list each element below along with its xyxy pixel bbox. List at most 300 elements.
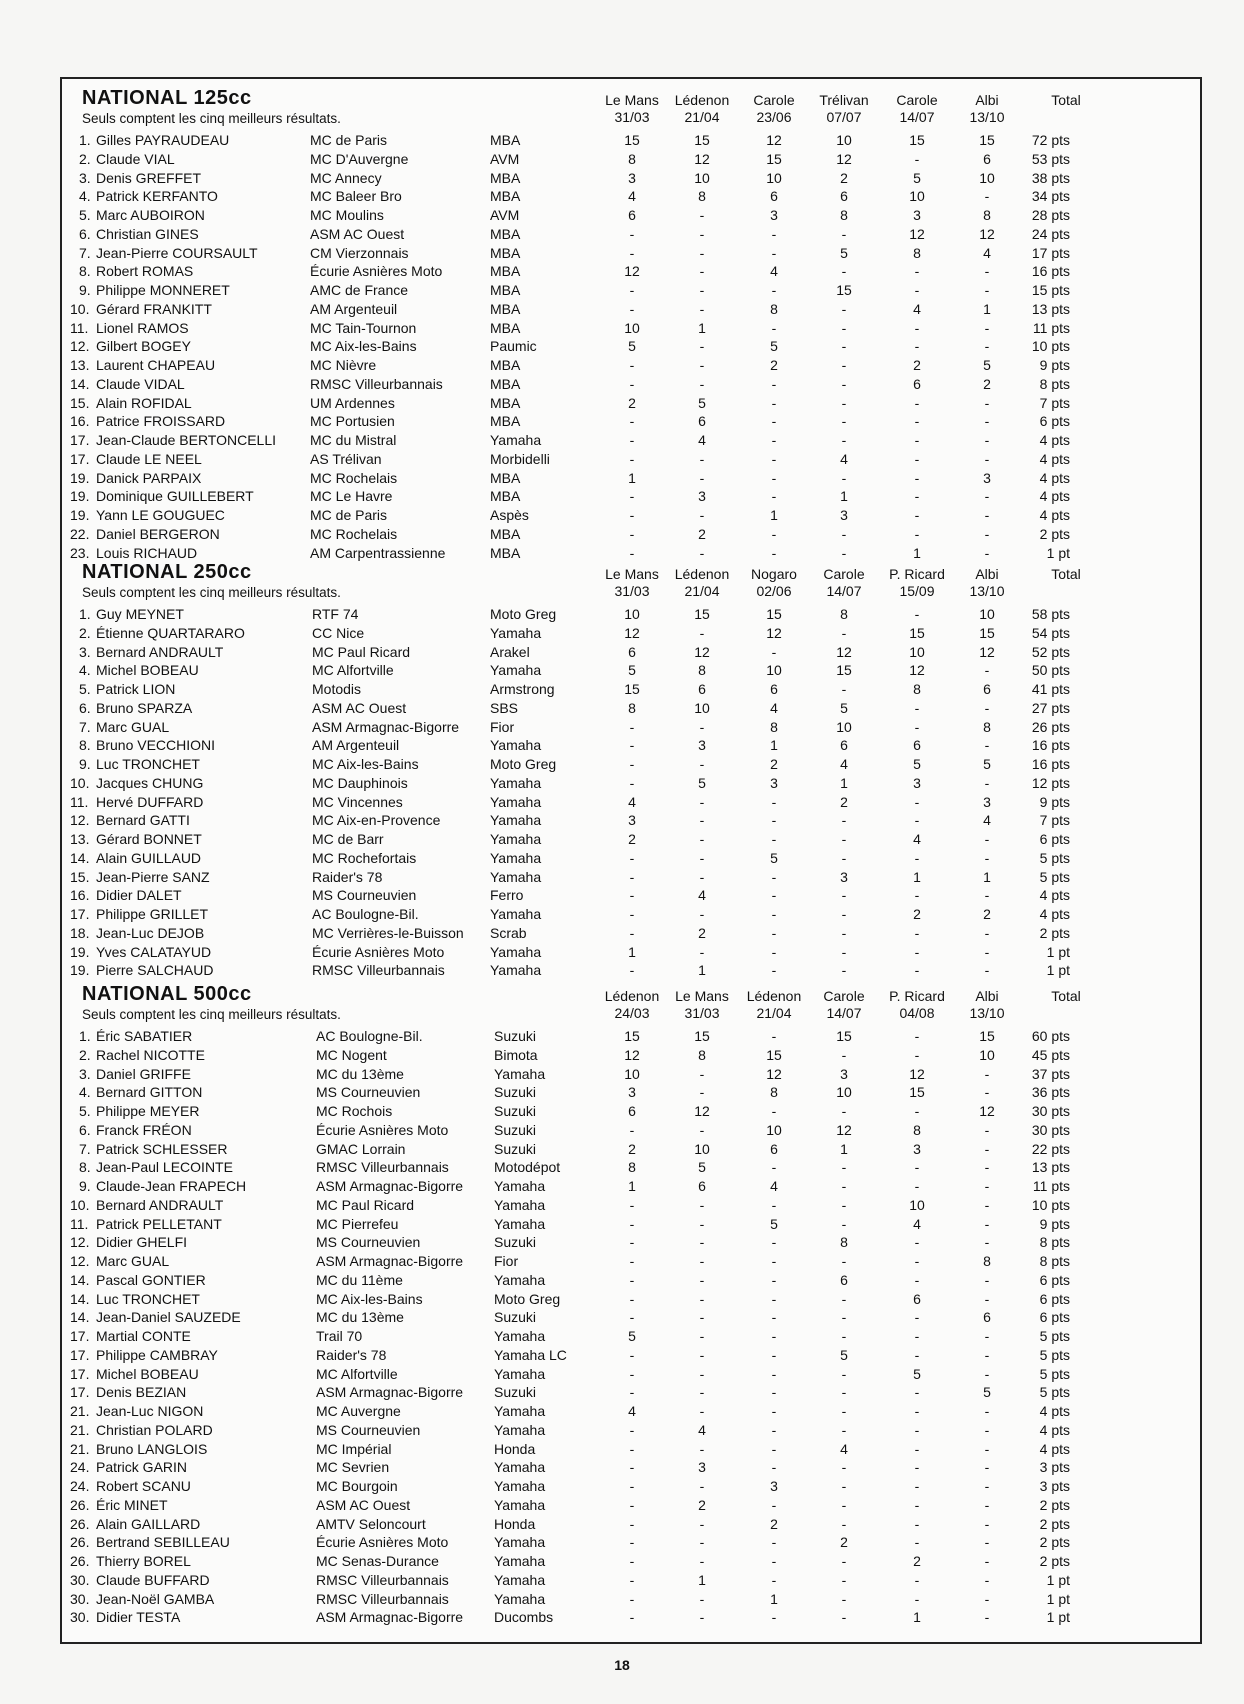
race-result: 15 bbox=[836, 662, 852, 679]
race-result: - bbox=[771, 793, 777, 810]
race-result: - bbox=[841, 887, 847, 904]
race-result: 4 bbox=[698, 432, 706, 448]
rider-total: 5 pts bbox=[1039, 1328, 1070, 1344]
table-row bbox=[62, 187, 1200, 206]
rider-make: Aspès bbox=[490, 507, 529, 523]
rider-position: 8. bbox=[79, 1159, 91, 1176]
rider-club: MC Pierrefeu bbox=[316, 1215, 399, 1232]
rider-make: Yamaha bbox=[494, 1590, 546, 1607]
rider-name: Dominique GUILLEBERT bbox=[96, 488, 254, 505]
race-result: 12 bbox=[836, 643, 852, 660]
rider-make: MBA bbox=[490, 413, 521, 430]
rider-total: 8 pts bbox=[1039, 1234, 1070, 1251]
race-result: - bbox=[629, 756, 635, 772]
race-result: 12 bbox=[836, 1121, 852, 1138]
rider-total: 3 pts bbox=[1039, 1478, 1070, 1494]
race-result: - bbox=[841, 1365, 847, 1382]
rider-position: 5. bbox=[79, 1103, 91, 1119]
race-result: - bbox=[771, 924, 777, 941]
rider-total: 10 pts bbox=[1031, 1196, 1070, 1213]
race-result: 8 bbox=[840, 1234, 848, 1251]
race-result: - bbox=[629, 924, 635, 941]
rider-name: Robert ROMAS bbox=[96, 263, 194, 280]
rider-make: Yamaha bbox=[494, 1553, 546, 1569]
race-result: - bbox=[771, 962, 777, 979]
rider-make: MBA bbox=[490, 169, 521, 186]
race-result: 3 bbox=[840, 507, 848, 523]
race-result: - bbox=[629, 887, 635, 904]
rider-make: Suzuki bbox=[494, 1309, 537, 1326]
race-result: - bbox=[841, 1571, 847, 1588]
race-result: - bbox=[771, 319, 777, 336]
race-result: - bbox=[841, 319, 847, 336]
race-result: - bbox=[699, 282, 705, 298]
race-result: 10 bbox=[836, 132, 852, 148]
race-result: - bbox=[771, 1384, 777, 1401]
rider-total: 16 pts bbox=[1031, 263, 1070, 280]
race-result: 2 bbox=[698, 525, 706, 542]
event-name: Carole bbox=[896, 92, 938, 108]
rider-club: ASM Armagnac-Bigorre bbox=[316, 1384, 464, 1401]
race-result: 15 bbox=[694, 606, 710, 622]
rider-club: ASM Armagnac-Bigorre bbox=[316, 1609, 464, 1626]
page-number: 18 bbox=[614, 1657, 630, 1673]
rider-total: 1 pt bbox=[1046, 962, 1070, 979]
race-result: - bbox=[629, 868, 635, 885]
rider-club: AM Argenteuil bbox=[310, 300, 398, 317]
race-result: - bbox=[914, 488, 920, 505]
table-row bbox=[62, 755, 1200, 774]
race-result: - bbox=[771, 525, 777, 542]
rider-name: Louis RICHAUD bbox=[96, 544, 198, 561]
race-result: - bbox=[629, 432, 635, 448]
rider-club: MS Courneuvien bbox=[316, 1234, 421, 1251]
table-row bbox=[62, 1477, 1200, 1496]
race-result: - bbox=[914, 1384, 920, 1401]
race-result: - bbox=[984, 1571, 990, 1588]
rider-total: 2 pts bbox=[1039, 1496, 1070, 1513]
race-result: - bbox=[629, 849, 635, 866]
race-result: 15 bbox=[766, 150, 782, 167]
race-result: - bbox=[984, 1440, 990, 1457]
rider-make: MBA bbox=[490, 469, 521, 486]
race-result: - bbox=[699, 450, 705, 467]
rider-total: 34 pts bbox=[1031, 188, 1070, 205]
race-result: - bbox=[771, 1403, 777, 1419]
race-result: - bbox=[629, 244, 635, 261]
race-result: 6 bbox=[913, 375, 921, 392]
rider-name: Patrice FROISSARD bbox=[96, 413, 226, 430]
race-result: 10 bbox=[694, 699, 710, 716]
race-result: 2 bbox=[698, 1496, 706, 1513]
event-name: P. Ricard bbox=[889, 988, 945, 1004]
rider-name: Thierry BOREL bbox=[96, 1553, 191, 1569]
rider-make: Yamaha bbox=[490, 774, 542, 791]
event-date: 21/04 bbox=[684, 109, 720, 125]
race-result: - bbox=[914, 1103, 920, 1119]
rider-club: RMSC Villeurbannais bbox=[316, 1590, 449, 1607]
rider-total: 9 pts bbox=[1039, 1215, 1070, 1232]
race-result: 10 bbox=[836, 718, 852, 735]
rider-name: Gérard FRANKITT bbox=[96, 300, 212, 317]
rider-make: Honda bbox=[494, 1515, 536, 1532]
rider-total: 9 pts bbox=[1039, 357, 1070, 373]
race-result: - bbox=[914, 338, 920, 355]
race-result: - bbox=[771, 887, 777, 904]
race-result: - bbox=[914, 812, 920, 829]
total-header: Total bbox=[1051, 566, 1081, 582]
rider-make: Yamaha bbox=[490, 962, 542, 979]
race-result: - bbox=[841, 924, 847, 941]
table-row bbox=[62, 544, 1200, 563]
rider-position: 1. bbox=[79, 1028, 91, 1044]
rider-total: 17 pts bbox=[1031, 244, 1070, 261]
race-result: 8 bbox=[698, 1046, 706, 1063]
race-result: - bbox=[984, 1121, 990, 1138]
table-row bbox=[62, 1608, 1200, 1627]
rider-name: Christian GINES bbox=[96, 225, 199, 242]
race-result: 1 bbox=[698, 319, 706, 336]
race-result: - bbox=[771, 1290, 777, 1307]
race-result: 1 bbox=[913, 868, 921, 885]
rider-position: 18. bbox=[70, 924, 90, 941]
rider-name: Jacques CHUNG bbox=[96, 774, 204, 791]
race-result: 8 bbox=[770, 718, 778, 735]
race-result: - bbox=[914, 924, 920, 941]
rider-position: 11. bbox=[70, 319, 89, 336]
rider-club: AMC de France bbox=[310, 282, 409, 298]
race-result: 2 bbox=[628, 1140, 636, 1157]
race-result: 3 bbox=[913, 207, 921, 223]
section-title: NATIONAL 250cc bbox=[82, 561, 252, 583]
event-name: Lédenon bbox=[746, 988, 802, 1004]
rider-position: 7. bbox=[79, 244, 91, 261]
race-result: 1 bbox=[698, 1571, 706, 1588]
total-header: Total bbox=[1051, 92, 1081, 108]
race-result: 12 bbox=[766, 624, 782, 641]
race-result: - bbox=[914, 1496, 920, 1513]
rider-position: 17. bbox=[70, 1328, 90, 1344]
rider-make: Yamaha bbox=[490, 812, 542, 829]
race-result: - bbox=[771, 1365, 777, 1382]
rider-name: Pierre SALCHAUD bbox=[96, 962, 214, 979]
event-date: 14/07 bbox=[899, 109, 935, 125]
table-row bbox=[62, 244, 1200, 263]
rider-position: 26. bbox=[70, 1534, 90, 1551]
race-result: - bbox=[771, 868, 777, 885]
table-row bbox=[62, 624, 1200, 643]
race-result: 2 bbox=[840, 793, 848, 810]
table-row bbox=[62, 1327, 1200, 1346]
race-result: - bbox=[771, 1028, 777, 1044]
event-name: Carole bbox=[823, 566, 865, 582]
race-result: - bbox=[771, 643, 777, 660]
race-result: 5 bbox=[840, 244, 848, 261]
rider-total: 2 pts bbox=[1039, 1515, 1070, 1532]
table-row bbox=[62, 1290, 1200, 1309]
event-date: 31/03 bbox=[614, 583, 650, 599]
race-result: 5 bbox=[628, 662, 636, 679]
rider-club: Motodis bbox=[312, 681, 362, 697]
table-row bbox=[62, 774, 1200, 793]
rider-name: Claude BUFFARD bbox=[96, 1571, 210, 1588]
race-result: 5 bbox=[698, 1159, 706, 1176]
race-result: 5 bbox=[983, 357, 991, 373]
rider-club: MC Aix-les-Bains bbox=[310, 338, 417, 355]
race-result: 3 bbox=[628, 1084, 636, 1101]
race-result: 15 bbox=[766, 606, 782, 622]
table-row bbox=[62, 131, 1200, 150]
race-result: - bbox=[841, 1515, 847, 1532]
rider-name: Danick PARPAIX bbox=[96, 469, 202, 486]
rider-make: Yamaha bbox=[494, 1065, 546, 1082]
race-result: - bbox=[841, 1553, 847, 1569]
rider-position: 12. bbox=[70, 812, 90, 829]
race-result: 5 bbox=[698, 394, 706, 411]
rider-name: Bruno LANGLOIS bbox=[96, 1440, 208, 1457]
rider-position: 14. bbox=[70, 1309, 90, 1326]
rider-make: MBA bbox=[490, 357, 521, 373]
event-date: 21/04 bbox=[756, 1005, 792, 1021]
event-date: 07/07 bbox=[826, 109, 862, 125]
rider-make: MBA bbox=[490, 244, 521, 261]
race-result: - bbox=[984, 1534, 990, 1551]
race-result: - bbox=[914, 793, 920, 810]
race-result: 8 bbox=[628, 699, 636, 716]
rider-total: 4 pts bbox=[1039, 450, 1070, 467]
table-row bbox=[62, 718, 1200, 737]
section-title: NATIONAL 500cc bbox=[82, 983, 252, 1005]
event-date: 14/07 bbox=[826, 583, 862, 599]
event-name: Lédenon bbox=[604, 988, 660, 1004]
race-result: - bbox=[841, 1403, 847, 1419]
rider-make: Ferro bbox=[490, 887, 524, 904]
race-result: 2 bbox=[840, 1534, 848, 1551]
rider-name: Claude VIDAL bbox=[96, 375, 185, 392]
race-result: 10 bbox=[766, 169, 782, 186]
race-result: 2 bbox=[770, 357, 778, 373]
rider-position: 30. bbox=[70, 1609, 90, 1626]
race-result: - bbox=[699, 1196, 705, 1213]
rider-club: MC Bourgoin bbox=[316, 1478, 398, 1494]
table-row bbox=[62, 431, 1200, 450]
table-row bbox=[62, 412, 1200, 431]
rider-make: Yamaha bbox=[490, 849, 542, 866]
race-result: - bbox=[699, 906, 705, 922]
rider-club: MC Vincennes bbox=[312, 793, 403, 810]
rider-total: 6 pts bbox=[1039, 831, 1070, 847]
rider-make: MBA bbox=[490, 225, 521, 242]
rider-name: Jean-Luc DEJOB bbox=[96, 924, 205, 941]
rider-make: Arakel bbox=[490, 643, 530, 660]
race-result: - bbox=[984, 413, 990, 430]
rider-total: 58 pts bbox=[1031, 606, 1070, 622]
race-result: 10 bbox=[909, 1196, 925, 1213]
race-result: - bbox=[914, 282, 920, 298]
race-result: 10 bbox=[624, 1065, 640, 1082]
rider-club: MC Aix-les-Bains bbox=[316, 1290, 423, 1307]
race-result: 2 bbox=[983, 906, 991, 922]
race-result: - bbox=[984, 1459, 990, 1476]
race-result: - bbox=[984, 962, 990, 979]
rider-position: 19. bbox=[70, 488, 90, 505]
table-row bbox=[62, 905, 1200, 924]
table-row bbox=[62, 1421, 1200, 1440]
race-result: 8 bbox=[983, 718, 991, 735]
race-result: 6 bbox=[770, 188, 778, 205]
rider-total: 1 pt bbox=[1046, 1609, 1070, 1626]
race-result: - bbox=[699, 375, 705, 392]
rider-make: Fior bbox=[490, 718, 515, 735]
race-result: - bbox=[914, 1234, 920, 1251]
race-result: - bbox=[914, 1159, 920, 1176]
rider-total: 6 pts bbox=[1039, 1290, 1070, 1307]
race-result: 10 bbox=[694, 1140, 710, 1157]
rider-name: Laurent CHAPEAU bbox=[96, 357, 216, 373]
rider-total: 4 pts bbox=[1039, 432, 1070, 448]
race-result: - bbox=[841, 357, 847, 373]
race-result: 10 bbox=[766, 662, 782, 679]
rider-make: Bimota bbox=[494, 1046, 538, 1063]
race-result: - bbox=[629, 225, 635, 242]
rider-position: 2. bbox=[79, 1046, 91, 1063]
table-row bbox=[62, 169, 1200, 188]
rider-position: 16. bbox=[70, 413, 90, 430]
race-result: 3 bbox=[628, 169, 636, 186]
event-date: 23/06 bbox=[756, 109, 792, 125]
rider-make: Moto Greg bbox=[494, 1290, 561, 1307]
rider-total: 11 pts bbox=[1032, 1178, 1070, 1194]
race-result: - bbox=[771, 1328, 777, 1344]
rider-name: Martial CONTE bbox=[96, 1328, 191, 1344]
race-result: - bbox=[699, 812, 705, 829]
rider-position: 10. bbox=[70, 774, 90, 791]
race-result: 6 bbox=[698, 413, 706, 430]
rider-name: Éric SABATIER bbox=[96, 1028, 193, 1044]
event-name: Albi bbox=[975, 92, 999, 108]
race-result: - bbox=[914, 699, 920, 716]
event-name: Le Mans bbox=[675, 988, 729, 1004]
race-result: - bbox=[841, 1196, 847, 1213]
table-row bbox=[62, 319, 1200, 338]
rider-make: Suzuki bbox=[494, 1384, 537, 1401]
race-result: 6 bbox=[840, 1271, 848, 1288]
race-result: 15 bbox=[909, 1084, 925, 1101]
rider-position: 1. bbox=[79, 132, 91, 148]
race-result: - bbox=[699, 1403, 705, 1419]
rider-club: MC Aix-les-Bains bbox=[312, 756, 419, 772]
race-result: 12 bbox=[836, 150, 852, 167]
rider-position: 26. bbox=[70, 1515, 90, 1532]
race-result: 6 bbox=[913, 737, 921, 754]
rider-club: ASM AC Ouest bbox=[310, 225, 405, 242]
rider-make: MBA bbox=[490, 525, 521, 542]
race-result: - bbox=[914, 1478, 920, 1494]
rider-club: Raider's 78 bbox=[312, 868, 383, 885]
race-result: - bbox=[629, 357, 635, 373]
rider-total: 1 pt bbox=[1046, 943, 1070, 960]
race-result: 15 bbox=[836, 282, 852, 298]
rider-name: Patrick LION bbox=[96, 681, 176, 697]
rider-total: 10 pts bbox=[1031, 338, 1070, 355]
rider-club: MC de Paris bbox=[310, 132, 388, 148]
race-result: 2 bbox=[698, 924, 706, 941]
race-result: - bbox=[841, 375, 847, 392]
table-row bbox=[62, 943, 1200, 962]
rider-make: MBA bbox=[490, 319, 521, 336]
race-result: - bbox=[914, 1459, 920, 1476]
race-result: 8 bbox=[983, 1253, 991, 1269]
rider-club: UM Ardennes bbox=[310, 394, 395, 411]
table-row bbox=[62, 1346, 1200, 1365]
race-result: - bbox=[629, 1234, 635, 1251]
rider-make: Suzuki bbox=[494, 1121, 537, 1138]
race-result: 12 bbox=[766, 1065, 782, 1082]
table-row bbox=[62, 1196, 1200, 1215]
race-result: 8 bbox=[983, 207, 991, 223]
event-date: 02/06 bbox=[756, 583, 792, 599]
race-result: - bbox=[629, 488, 635, 505]
table-row bbox=[62, 450, 1200, 469]
rider-club: AC Boulogne-Bil. bbox=[312, 906, 419, 922]
race-result: - bbox=[771, 413, 777, 430]
race-result: - bbox=[629, 1215, 635, 1232]
race-result: 4 bbox=[698, 1421, 706, 1438]
race-result: - bbox=[629, 962, 635, 979]
rider-position: 26. bbox=[70, 1496, 90, 1513]
table-row bbox=[62, 1496, 1200, 1515]
rider-make: MBA bbox=[490, 132, 521, 148]
race-result: - bbox=[699, 263, 705, 280]
rider-total: 5 pts bbox=[1039, 849, 1070, 866]
race-result: - bbox=[984, 432, 990, 448]
table-row bbox=[62, 1533, 1200, 1552]
rider-club: MC Sevrien bbox=[316, 1459, 390, 1476]
rider-club: ASM AC Ouest bbox=[316, 1496, 411, 1513]
race-result: - bbox=[699, 1534, 705, 1551]
rider-name: Denis GREFFET bbox=[96, 169, 202, 186]
race-result: 12 bbox=[909, 662, 925, 679]
race-result: - bbox=[629, 1421, 635, 1438]
table-row bbox=[62, 1458, 1200, 1477]
event-name: Nogaro bbox=[751, 566, 797, 582]
race-result: - bbox=[914, 1571, 920, 1588]
race-result: - bbox=[841, 1253, 847, 1269]
race-result: - bbox=[841, 300, 847, 317]
event-name: Lédenon bbox=[674, 566, 730, 582]
rider-position: 14. bbox=[70, 375, 90, 392]
race-result: - bbox=[771, 244, 777, 261]
rider-total: 36 pts bbox=[1031, 1084, 1070, 1101]
rider-name: Jean-Claude BERTONCELLI bbox=[96, 432, 277, 448]
rider-position: 15. bbox=[70, 868, 90, 885]
race-result: - bbox=[914, 1046, 920, 1063]
rider-club: MC Impérial bbox=[316, 1440, 392, 1457]
event-name: Albi bbox=[975, 988, 999, 1004]
rider-total: 41 pts bbox=[1031, 681, 1070, 697]
table-row bbox=[62, 1140, 1200, 1159]
rider-name: Jean-Daniel SAUZEDE bbox=[96, 1309, 241, 1326]
rider-name: Jean-Pierre COURSAULT bbox=[96, 244, 258, 261]
race-result: - bbox=[841, 849, 847, 866]
race-result: - bbox=[984, 887, 990, 904]
race-result: 15 bbox=[694, 132, 710, 148]
event-name: P. Ricard bbox=[889, 566, 945, 582]
rider-club: MC Alfortville bbox=[312, 662, 394, 679]
rider-position: 13. bbox=[70, 357, 90, 373]
rider-total: 8 pts bbox=[1039, 375, 1070, 392]
rider-total: 53 pts bbox=[1031, 150, 1070, 167]
